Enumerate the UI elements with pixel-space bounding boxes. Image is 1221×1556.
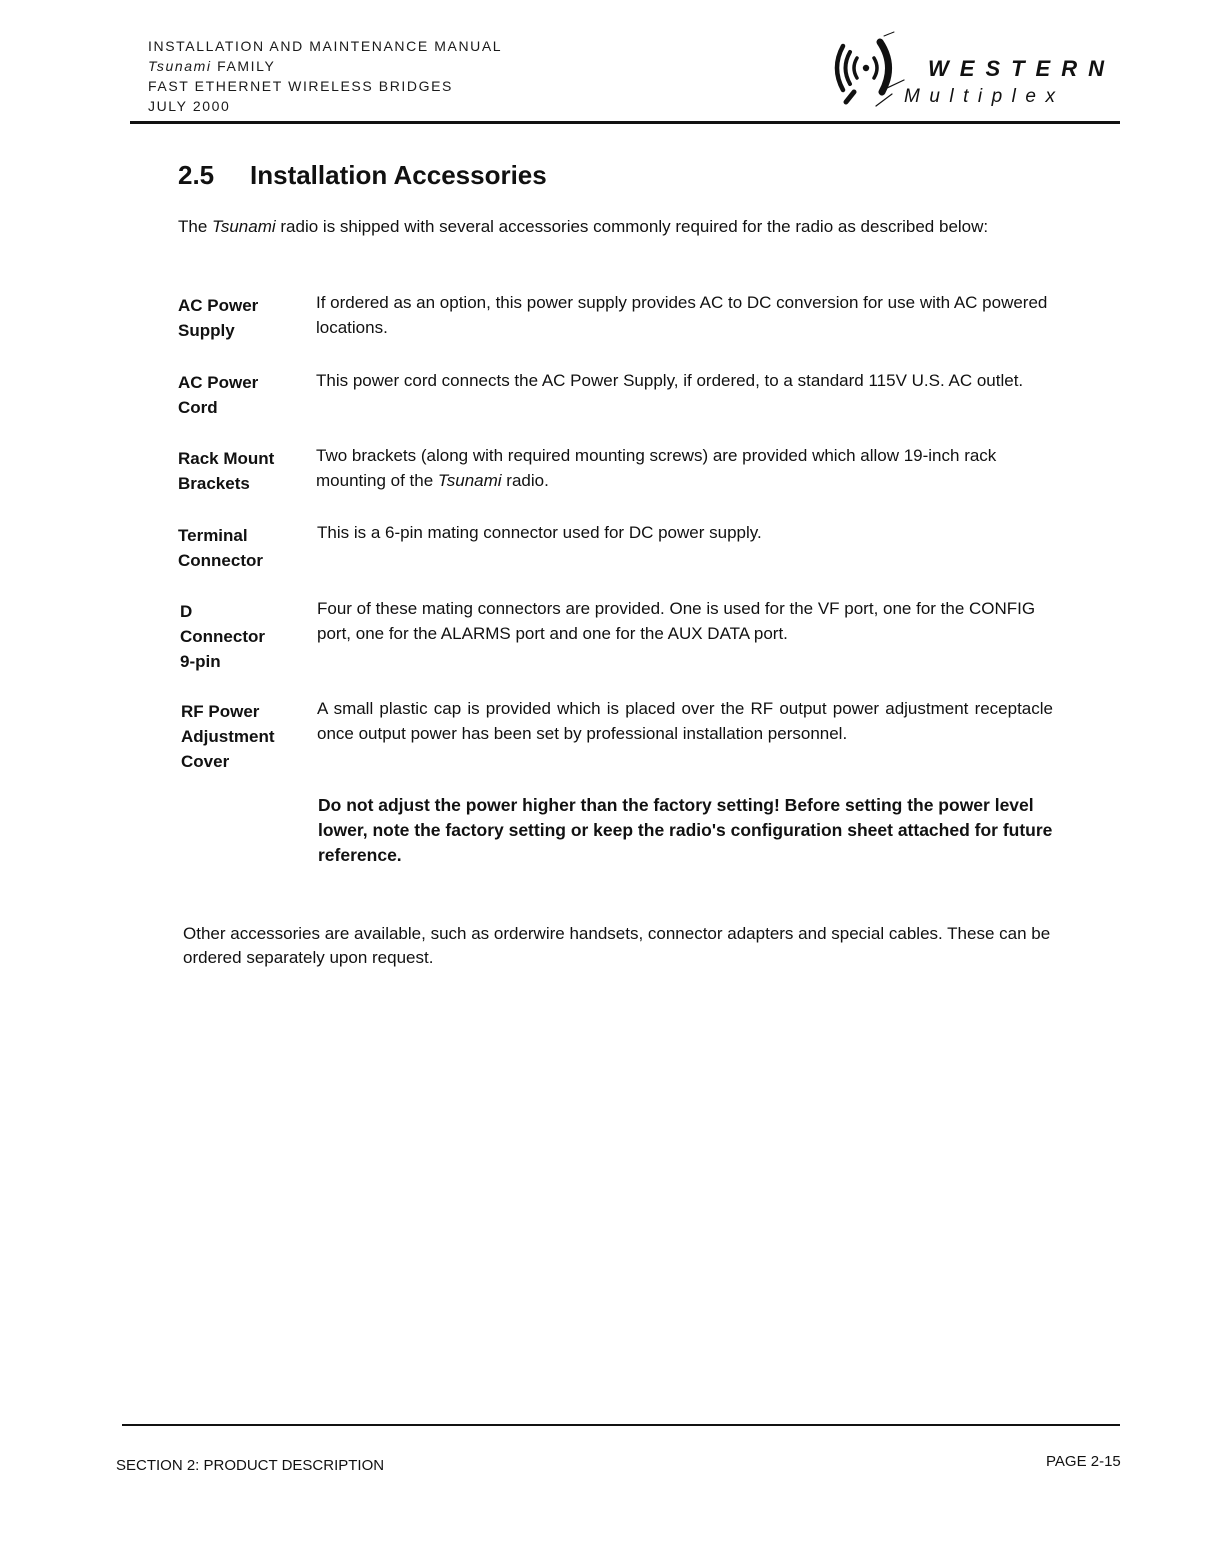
accessory-term-line: AC Power bbox=[178, 373, 259, 392]
accessory-term-line: Connector bbox=[180, 627, 265, 646]
header-family-rest: FAMILY bbox=[211, 58, 276, 74]
footer-section: SECTION 2: PRODUCT DESCRIPTION bbox=[116, 1457, 385, 1474]
footer-rule bbox=[122, 1424, 1120, 1426]
accessory-term-line: Brackets bbox=[178, 474, 250, 493]
accessory-term bbox=[178, 523, 263, 573]
accessory-term-line: Cover bbox=[181, 752, 230, 771]
accessory-description: Four of these mating connectors are provided. One is used for the VF port, one for the CONFIG port, one for the ALARMS port and one for the AUX DATA port. bbox=[317, 599, 1036, 643]
accessory-term bbox=[181, 699, 275, 774]
intro-paragraph bbox=[178, 214, 1108, 239]
accessory-term bbox=[178, 370, 258, 420]
accessory-term bbox=[180, 599, 265, 674]
power-warning: Do not adjust the power higher than the factory setting! Before setting the power level lower, note the factory setting or keep the radio's configuration sheet attached for future reference. bbox=[318, 795, 1053, 865]
accessory-term-line: RF Power bbox=[181, 702, 260, 721]
intro-text-start: The bbox=[178, 217, 213, 236]
western-multiplex-logo bbox=[832, 30, 1115, 115]
logo-western-text: WESTERN bbox=[928, 56, 1115, 81]
accessory-term-line: Terminal bbox=[178, 526, 248, 545]
footer-page-number: PAGE 2-15 bbox=[1046, 1453, 1121, 1470]
accessory-term-line: D bbox=[180, 602, 193, 621]
accessory-description-end: radio. bbox=[501, 471, 549, 490]
accessory-description: A small plastic cap is provided which is placed over the RF output power adjustment receptacle once output power has been set by professional installation personnel. bbox=[317, 699, 1053, 743]
header-family bbox=[148, 56, 502, 76]
accessory-description bbox=[316, 443, 1052, 493]
logo-multiplex-text: Multiplex bbox=[904, 86, 1065, 107]
accessory-description-start: Two brackets (along with required mounting screws) are provided which allow 19-inch rack mounting of the bbox=[316, 446, 997, 490]
header-family-italic: Tsunami bbox=[148, 58, 212, 74]
accessory-term bbox=[178, 446, 274, 496]
intro-text-italic: Tsunami bbox=[212, 217, 276, 236]
accessory-term-line: AC Power bbox=[178, 296, 259, 315]
header-rule bbox=[130, 121, 1120, 124]
accessory-term-line: Adjustment bbox=[181, 727, 275, 746]
accessory-term-line: Connector bbox=[178, 551, 263, 570]
header-manual-title: INSTALLATION AND MAINTENANCE MANUAL bbox=[148, 38, 503, 54]
accessory-term-line: 9-pin bbox=[180, 652, 221, 671]
intro-text-end: radio is shipped with several accessories commonly required for the radio as described below: bbox=[275, 217, 989, 236]
accessory-term-line: Rack Mount bbox=[178, 449, 275, 468]
accessory-description-italic: Tsunami bbox=[437, 471, 502, 490]
accessory-description: If ordered as an option, this power supply provides AC to DC conversion for use with AC powered locations. bbox=[316, 293, 1048, 337]
header-date: JULY 2000 bbox=[148, 98, 231, 114]
accessory-term-line: Supply bbox=[178, 321, 235, 340]
section-heading bbox=[178, 160, 547, 191]
section-title: Installation Accessories bbox=[250, 160, 547, 190]
other-accessories-paragraph: Other accessories are available, such as orderwire handsets, connector adapters and special cables. These can be ordered separately upon request. bbox=[183, 924, 1051, 967]
accessory-description: This is a 6-pin mating connector used for DC power supply. bbox=[317, 523, 762, 542]
accessory-description: This power cord connects the AC Power Supply, if ordered, to a standard 115V U.S. AC outlet. bbox=[316, 371, 1024, 390]
accessory-term bbox=[178, 293, 258, 343]
radio-waves-icon bbox=[832, 30, 912, 110]
section-number: 2.5 bbox=[178, 160, 215, 190]
header-product: FAST ETHERNET WIRELESS BRIDGES bbox=[148, 78, 453, 94]
accessory-term-line: Cord bbox=[178, 398, 218, 417]
document-header bbox=[148, 36, 502, 116]
